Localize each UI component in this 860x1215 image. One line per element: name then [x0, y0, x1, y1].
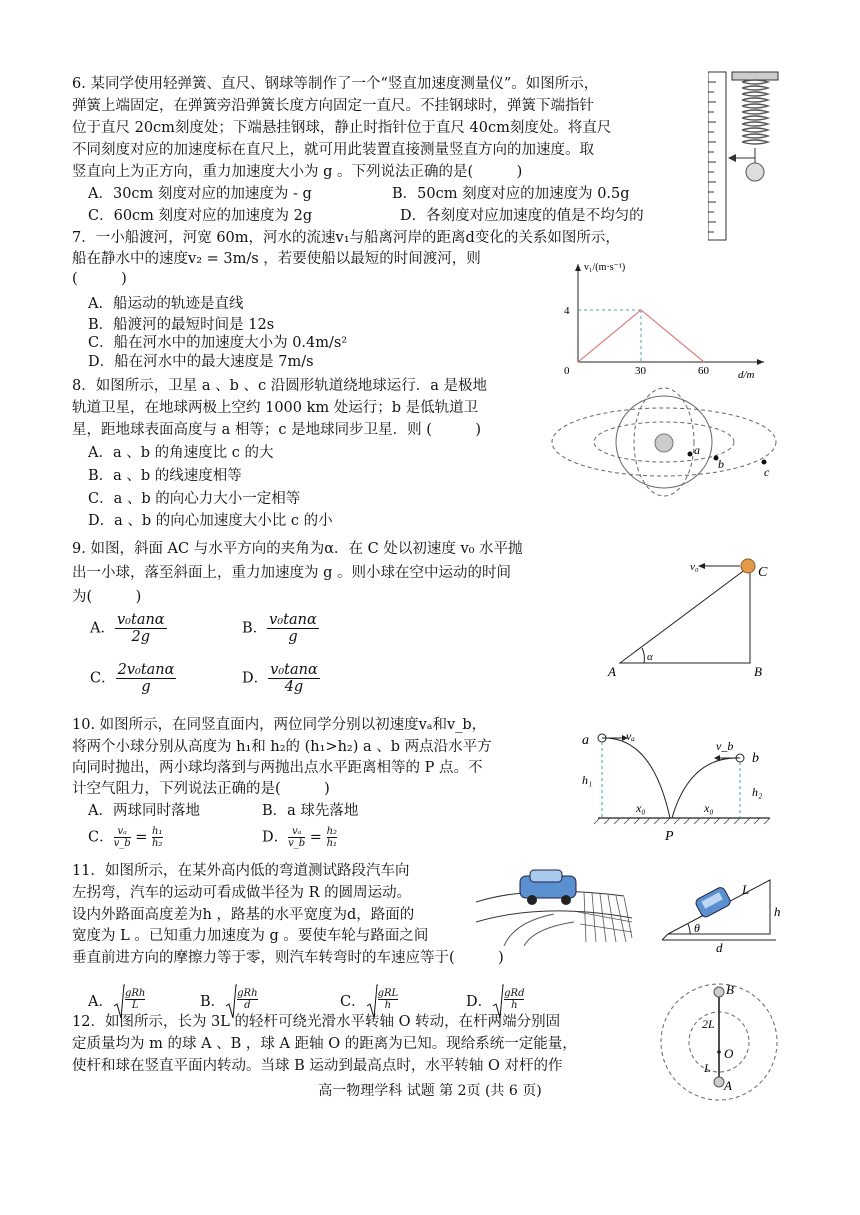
incline-projectile-figure — [600, 552, 776, 682]
label-o: O — [724, 1046, 734, 1061]
label-alpha: α — [647, 651, 653, 663]
q7-option-a[interactable]: A．船运动的轨迹是直线 — [88, 296, 244, 312]
x-axis-label: d/m — [738, 369, 755, 380]
q11-option-a[interactable]: A． gRh L — [88, 984, 145, 1024]
label-x0-right: x₀ — [704, 801, 714, 815]
label-theta: θ — [694, 921, 700, 935]
x-tick-label: 60 — [698, 365, 709, 377]
q8-option-b[interactable]: B．a 、b 的线速度相等 — [88, 468, 242, 484]
label-p: P — [665, 829, 674, 844]
label-l: L — [742, 882, 750, 897]
label-a: A — [608, 664, 616, 679]
q8-option-a[interactable]: A．a 、b 的角速度比 c 的大 — [88, 445, 274, 461]
q6-option-d[interactable]: D．各刻度对应加速度的值是不均匀的 — [400, 208, 644, 224]
label-c: C — [758, 565, 768, 580]
y-tick-label: 4 — [564, 305, 570, 317]
q9-option-b[interactable]: B． $\frac{\text{v₀tanα}}{g}$ — [242, 612, 317, 645]
label-2l: 2L — [702, 1017, 715, 1031]
label-b: b — [752, 751, 759, 766]
q10-option-a[interactable]: A．两球同时落地 — [88, 803, 200, 819]
label-a: a — [582, 733, 589, 748]
page-footer: 高一物理学科 试题 第 2页 (共 6 页) — [318, 1083, 542, 1099]
q11-option-c[interactable]: C． gRL h — [340, 984, 398, 1024]
label-c: c — [764, 465, 770, 479]
label-b: B — [754, 664, 762, 679]
label-x0-left: x₀ — [636, 801, 646, 815]
two-ball-projectile-figure — [576, 722, 776, 850]
q7-option-d[interactable]: D．船在河水中的最大速度是 7m/s — [88, 354, 314, 370]
q8-option-d[interactable]: D．a 、b 的向心加速度大小比 c 的小 — [88, 513, 333, 529]
q11-option-b[interactable]: B． gRh d — [200, 984, 258, 1024]
x-tick-label: 0 — [564, 365, 570, 377]
label-h1: h₁ — [582, 773, 593, 787]
q10-option-c[interactable]: C． $\frac{\text{vₐ}}{v\_b}$ = $\frac{\text{h₁}}{\text{h₂}}$ — [88, 826, 163, 849]
q10-option-b[interactable]: B．a 球先落地 — [262, 803, 359, 819]
road-bank-figure — [660, 868, 784, 954]
satellite-orbit-figure — [546, 386, 778, 498]
q7-option-c[interactable]: C．船在河水中的加速度大小为 0.4m/s² — [88, 335, 348, 351]
spring-ruler-figure — [708, 68, 784, 244]
label-vb: v_b — [716, 739, 734, 753]
q9-option-d[interactable]: D． $\frac{\text{v₀tanα}}{4g}$ — [242, 662, 318, 695]
label-h2: h₂ — [752, 785, 763, 799]
q6-option-b[interactable]: B．50cm 刻度对应的加速度为 0.5g — [392, 186, 630, 202]
river-velocity-chart — [558, 258, 770, 380]
y-axis-label: v₁/(m·s⁻¹) — [584, 262, 626, 273]
q6-option-a[interactable]: A．30cm 刻度对应的加速度为 - g — [88, 186, 312, 202]
q11-option-d[interactable]: D． gRd h — [466, 984, 524, 1024]
q9-option-c[interactable]: C． $\frac{\text{2v₀tanα}}{g}$ — [90, 662, 175, 695]
label-v0: v₀ — [690, 561, 699, 573]
q9-option-a[interactable]: A． $\frac{\text{v₀tanα}}{2g}$ — [90, 612, 165, 645]
curved-road-car-figure — [474, 862, 634, 946]
q6-option-c[interactable]: C．60cm 刻度对应的加速度为 2g — [88, 208, 313, 224]
q7-option-b[interactable]: B．船渡河的最短时间是 12s — [88, 317, 275, 333]
q8-option-c[interactable]: C．a 、b 的向心力大小一定相等 — [88, 491, 301, 507]
label-l: L — [704, 1061, 711, 1075]
q10-option-d[interactable]: D． $\frac{\text{vₐ}}{v\_b}$ = $\frac{\text{h₂}}{\text{h₁}}$ — [262, 826, 338, 849]
label-d: d — [716, 940, 723, 954]
label-b: b — [718, 457, 724, 471]
label-a: A — [724, 1078, 732, 1093]
label-va: vₐ — [626, 729, 635, 743]
label-h: h — [774, 904, 781, 919]
label-b: B — [726, 982, 734, 997]
label-a: a — [694, 443, 700, 457]
x-tick-label: 30 — [635, 365, 646, 377]
